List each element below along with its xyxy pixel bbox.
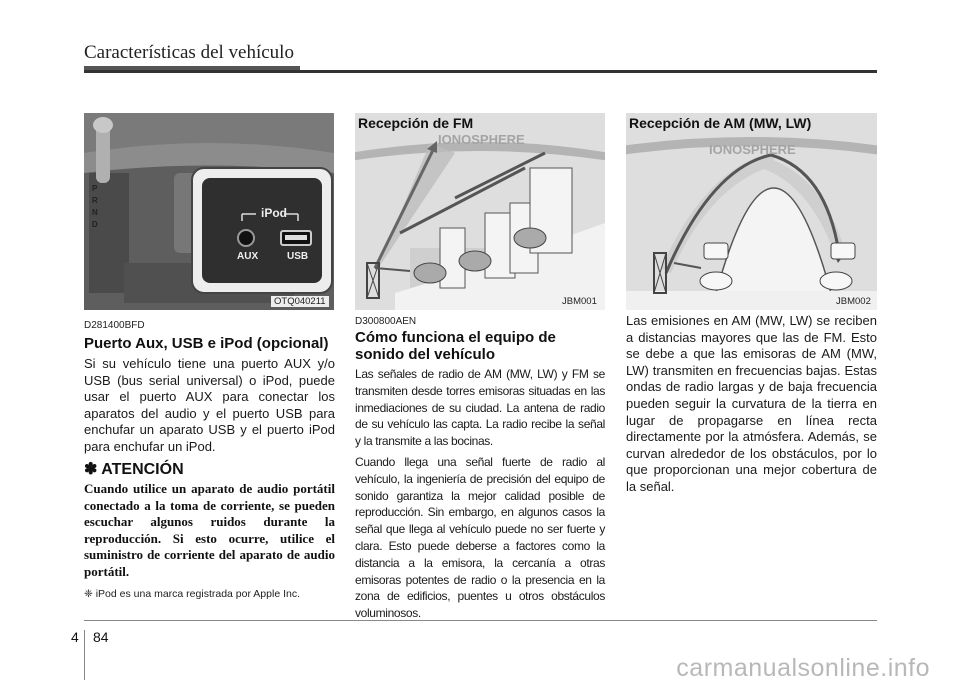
usb-label: USB (287, 251, 309, 262)
figure-code-jbm002: JBM002 (836, 296, 871, 307)
section-title: Características del vehículo (84, 42, 294, 63)
watermark: carmanualsonline.info (676, 654, 930, 682)
gear-indicator: P R N D (92, 184, 98, 229)
aux-usb-ipod-body: Si su vehículo tiene una puerto AUX y/o USB (bus serial universal) o iPod, puede usar el puerto AUX para conectar los aparatos del audio y el puerto USB para enchufar un aparato USB y el puerto iPod para enchufar un iPod. (84, 356, 335, 454)
fm-figure-title: Recepción de FM (358, 115, 474, 131)
caution-title: ✽ ATENCIÓN (84, 461, 184, 478)
page-number: 84 (93, 629, 109, 645)
console-illustration (84, 113, 334, 310)
aux-usb-ipod-heading: Puerto Aux, USB e iPod (opcional) (84, 335, 329, 352)
fm-reception-figure (355, 113, 605, 310)
ipod-label: iPod (261, 206, 287, 220)
section-code: D281400BFD (84, 320, 145, 331)
am-reception-figure (626, 113, 877, 310)
aux-usb-ipod-figure (84, 113, 334, 310)
am-ionosphere-label: IONOSPHERE (709, 142, 796, 157)
figure-code-jbm001: JBM001 (562, 296, 597, 307)
figure-code-otq040211: OTQ040211 (271, 296, 329, 307)
fm-ionosphere-label: IONOSPHERE (438, 132, 525, 147)
footer-divider (84, 630, 85, 680)
section-code: D300800AEN (355, 316, 417, 327)
audio-system-para-1: Las señales de radio de AM (MW, LW) y FM se transmiten desde torres emisoras situadas en las inmediaciones de su ciudad. La antena de radio de su vehículo las capta. La radio recibe la señal y la transmite a las bocinas. (355, 367, 605, 449)
am-figure-title: Recepción de AM (MW, LW) (629, 115, 812, 131)
am-reception-body: Las emisiones en AM (MW, LW) se reciben a distancias mayores que las de FM. Esto se debe a que las emisoras de AM (MW, LW) transmiten en frecuencias bajas. Estas ondas de radio largas y de baja frecuencia pueden seguir la curvatura de la tierra en lugar de propagarse en línea recta directamente por la atmósfera. Además, se curvan alrededor de los obstáculos, por lo que proporcionan una mejor cobertura de la señal. (626, 313, 877, 494)
audio-system-para-2: Cuando llega una señal fuerte de radio al vehículo, la ingeniería de precisión del equipo de sonido garantiza la mejor calidad posible de reproducción. Sin embargo, en algunos casos la señal que llega al vehículo puede no ser fuerte y clara. Esto puede deberse a factores como la distancia a la emisora, la cercanía a otras emisoras potentes de radio o la presencia en la zona de edificios, puentes u otros obstáculos voluminosos. (355, 455, 605, 621)
chapter-number: 4 (71, 629, 79, 645)
aux-label: AUX (237, 251, 259, 262)
audio-system-heading: Cómo funciona el equipo de sonido del vehículo (355, 329, 556, 363)
trademark-note: ❈ iPod es una marca registrada por Apple Inc. (84, 588, 300, 600)
header-rule (84, 70, 877, 73)
footer-rule (84, 620, 877, 621)
caution-body: Cuando utilice un aparato de audio portátil conectado a la toma de corriente, se pueden escuchar algunos ruidos durante la reproducción. Si esto ocurre, utilice el suministro de corriente del aparato de audio portátil. (84, 481, 335, 579)
